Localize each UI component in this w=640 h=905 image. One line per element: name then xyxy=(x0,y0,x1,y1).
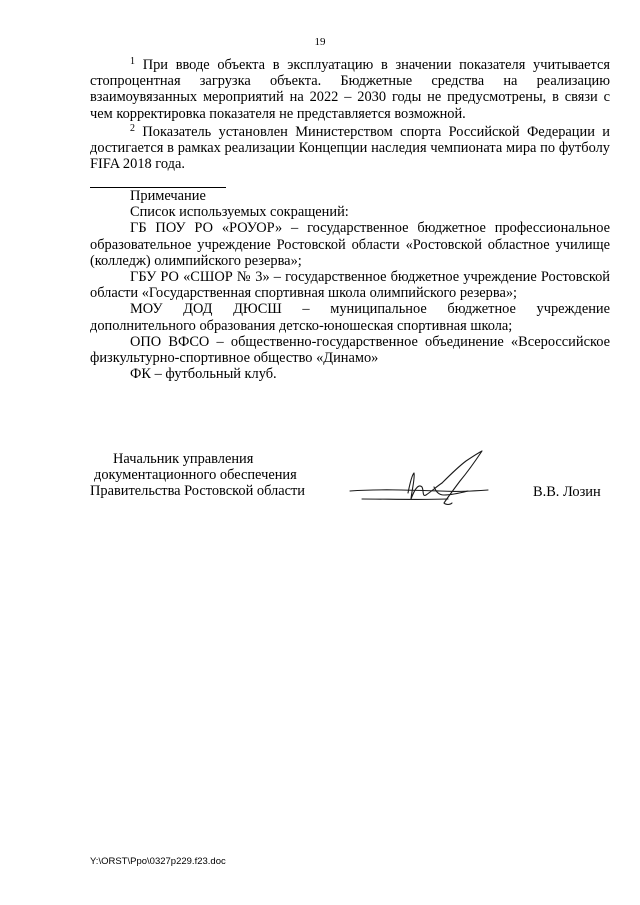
signatory-title xyxy=(90,451,305,500)
abbreviation-item: ОПО ВФСО – общественно-государственное объединение «Всероссийское физкультурно-спортивное общество «Динамо» xyxy=(90,333,610,367)
abbreviations-intro: Список используемых сокращений: xyxy=(130,204,349,221)
signatory-name: В.В. Лозин xyxy=(533,484,601,500)
signatory-title-line: Правительства Ростовской области xyxy=(90,483,305,500)
handwritten-signature xyxy=(348,447,498,517)
abbreviation-item: ФК – футбольный клуб. xyxy=(130,366,277,383)
page-number: 19 xyxy=(314,36,326,48)
signatory-title-line: документационного обеспечения xyxy=(94,467,297,484)
abbreviation-item: ГБУ РО «СШОР № 3» – государственное бюджетное учреждение Ростовской области «Государственная спортивная школа олимпийского резерва»; xyxy=(90,269,610,302)
abbreviation-item: ГБ ПОУ РО «РОУОР» – государственное бюджетное профессиональное образовательное учреждение Ростовской области «Ростовской областное училище (колледж) олимпийского резерва»; xyxy=(90,220,610,269)
footnote-text: При вводе объекта в эксплуатацию в значении показателя учитывается стопроцентная загрузка объекта. Бюджетные средства на реализацию взаимоувязанных мероприятий на 2022 – 2030 годы не предусмотрены, в связи с чем корректировка показателя не представляется возможной. xyxy=(90,57,610,122)
footnote-text: Показатель установлен Министерством спорта Российской Федерации и достигается в рамках реализации Концепции наследия чемпионата мира по футболу FIFA 2018 года. xyxy=(90,124,610,173)
notes-section xyxy=(90,188,610,382)
notes-heading: Примечание xyxy=(130,188,206,204)
abbreviation-item: МОУ ДОД ДЮСШ – муниципальное бюджетное учреждение дополнительного образования детско-юношеская спортивная школа; xyxy=(90,301,610,334)
signatory-title-line: Начальник управления xyxy=(113,451,254,467)
footnote-mark: 2 xyxy=(130,123,135,134)
footnote-2 xyxy=(90,124,610,173)
footnote-mark: 1 xyxy=(130,56,135,67)
document-file-path: Y:\ORST\Ppo\0327p229.f23.doc xyxy=(90,856,226,867)
footnote-1 xyxy=(90,57,610,122)
